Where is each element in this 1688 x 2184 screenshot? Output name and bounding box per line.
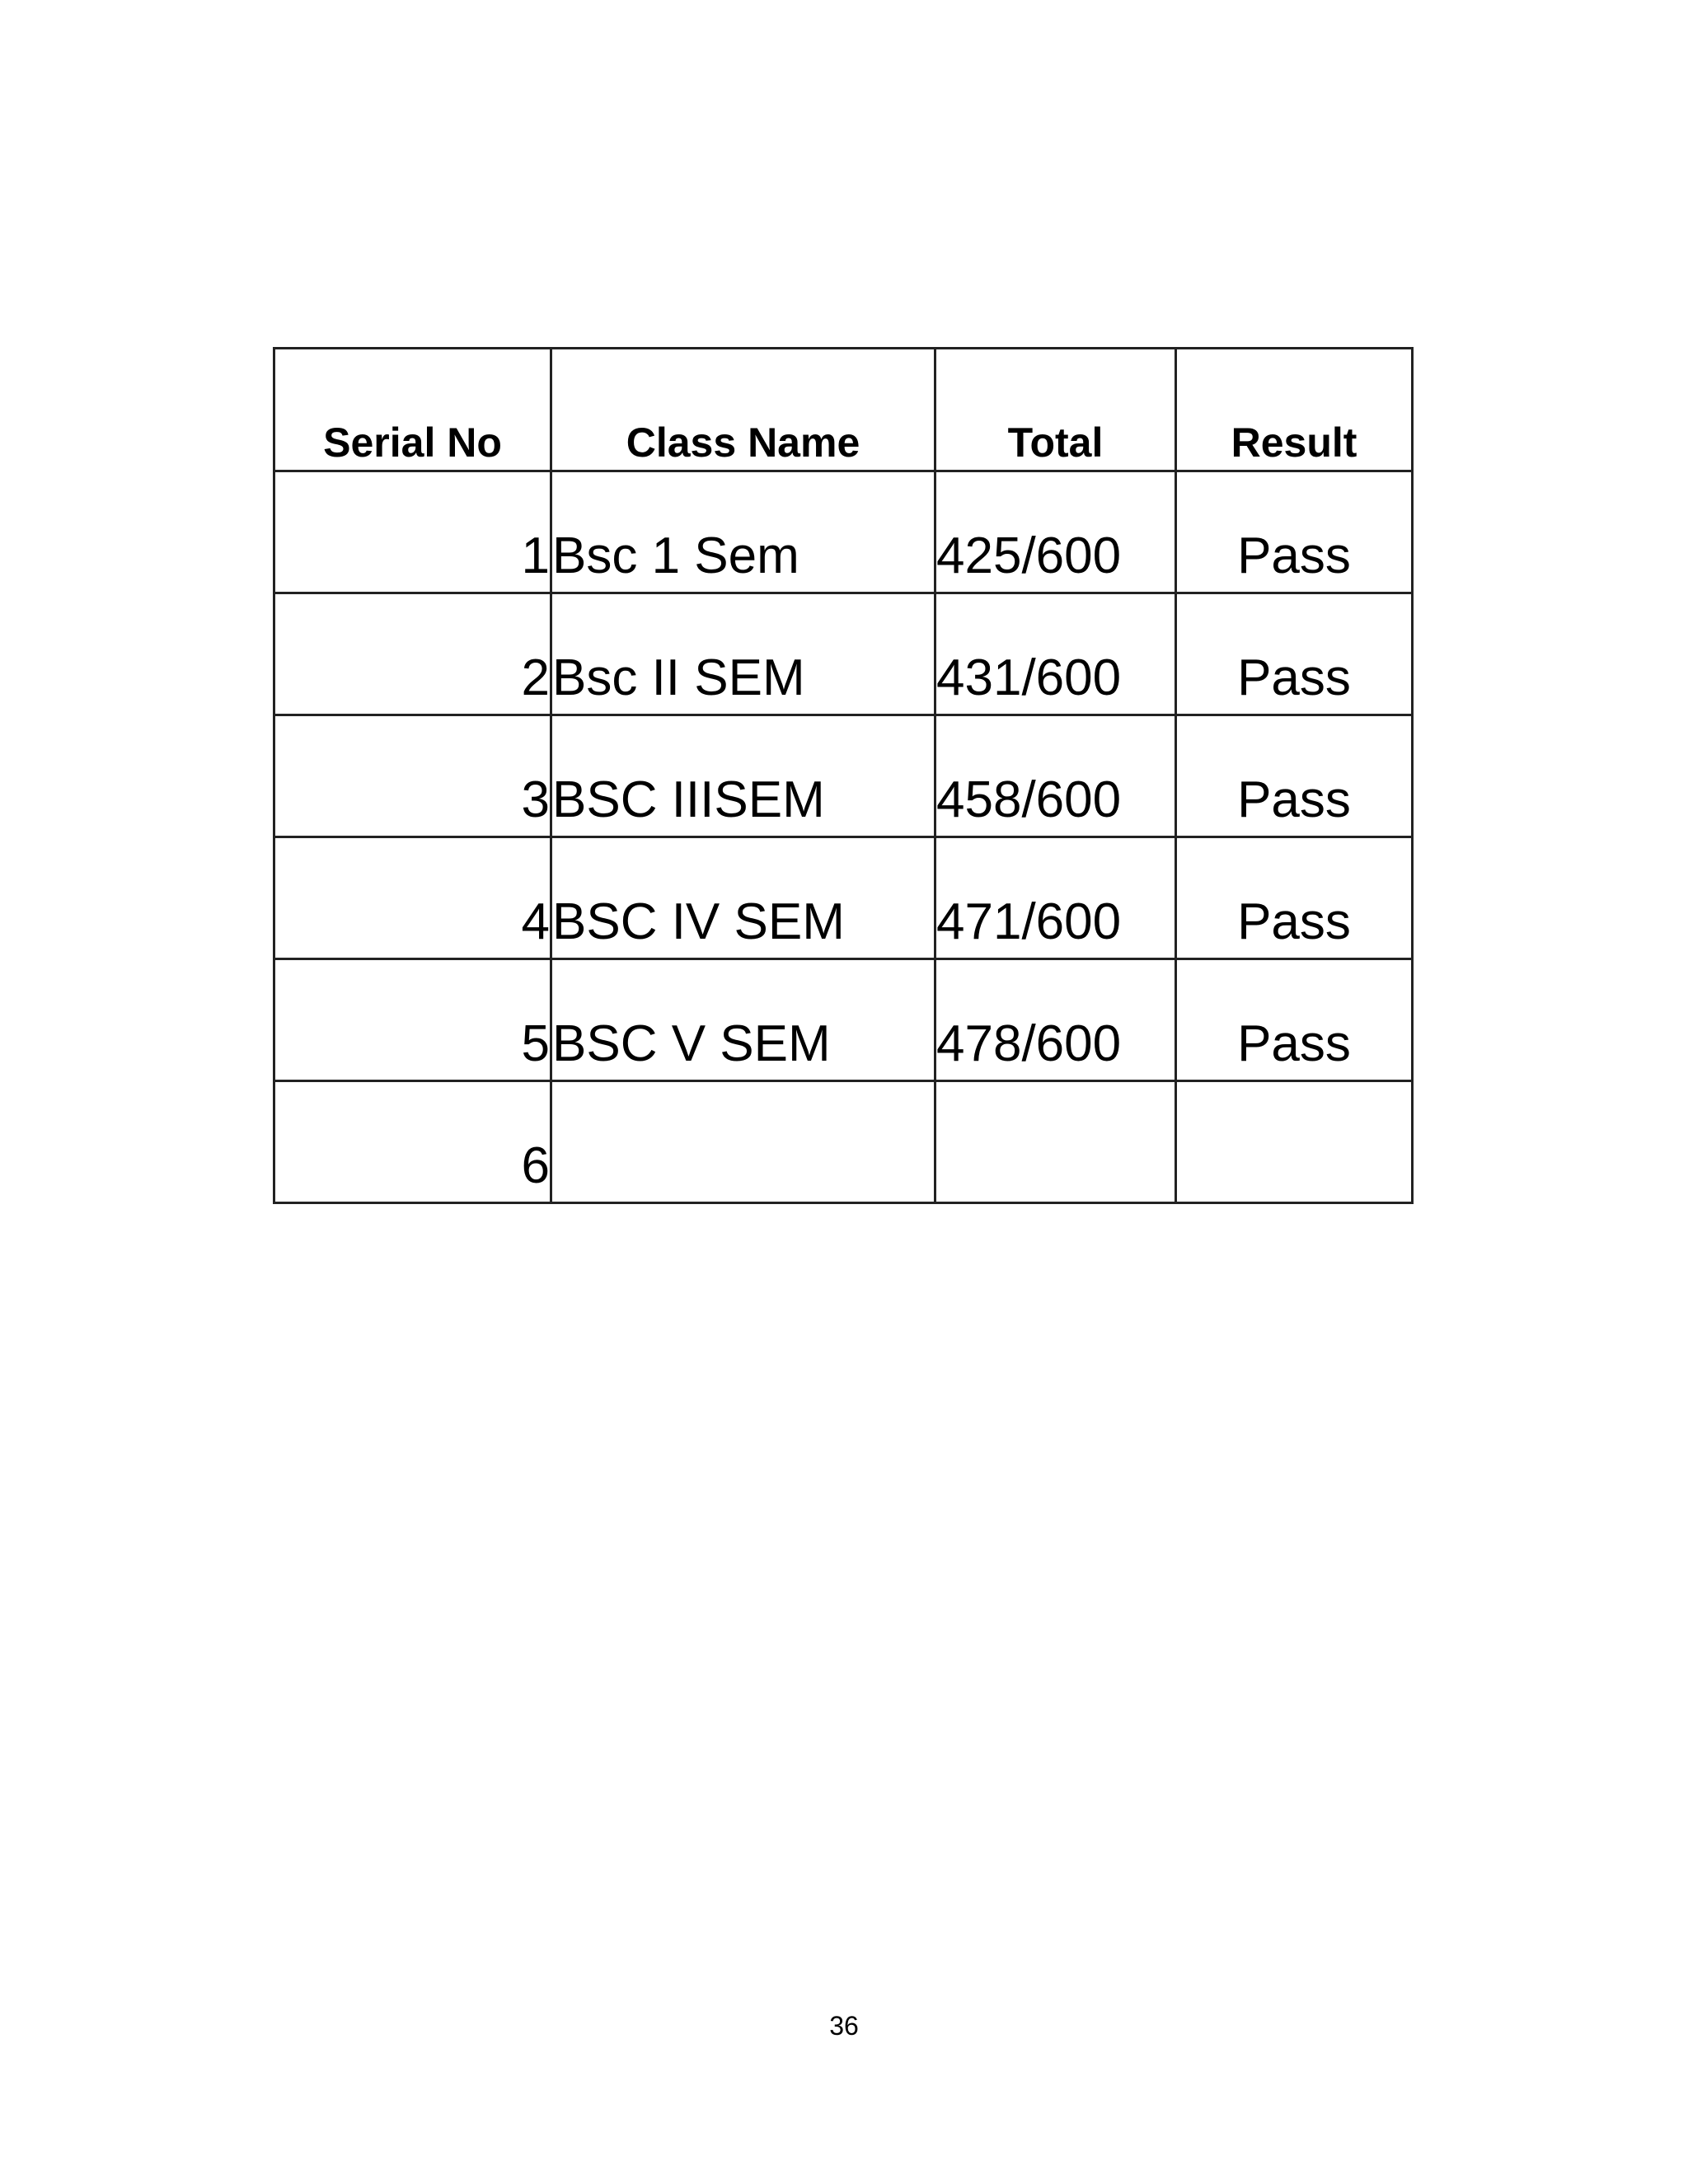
page-number: 36 <box>829 2011 859 2041</box>
table-row <box>274 471 1413 593</box>
cell-serial: 3 <box>274 715 551 837</box>
cell-class-name: Bsc II SEM <box>551 593 935 715</box>
cell-class-name: BSC IV SEM <box>551 837 935 959</box>
cell-total: 471/600 <box>935 837 1176 959</box>
cell-serial: 6 <box>274 1081 551 1203</box>
cell-class-name: BSC IIISEM <box>551 715 935 837</box>
header-serial-no: Serial No <box>274 349 551 471</box>
cell-serial: 2 <box>274 593 551 715</box>
table-row <box>274 837 1413 959</box>
cell-serial: 5 <box>274 959 551 1081</box>
cell-total <box>935 1081 1176 1203</box>
cell-serial: 4 <box>274 837 551 959</box>
cell-class-name <box>551 1081 935 1203</box>
cell-result: Pass <box>1176 959 1413 1081</box>
cell-serial: 1 <box>274 471 551 593</box>
cell-total: 425/600 <box>935 471 1176 593</box>
table-row <box>274 715 1413 837</box>
table-row <box>274 1081 1413 1203</box>
cell-class-name: BSC V SEM <box>551 959 935 1081</box>
cell-result: Pass <box>1176 837 1413 959</box>
table-row <box>274 593 1413 715</box>
header-class-name: Class Name <box>551 349 935 471</box>
cell-result: Pass <box>1176 471 1413 593</box>
header-total: Total <box>935 349 1176 471</box>
cell-total: 431/600 <box>935 593 1176 715</box>
cell-result: Pass <box>1176 715 1413 837</box>
results-table <box>273 347 1414 1204</box>
header-result: Result <box>1176 349 1413 471</box>
cell-result: Pass <box>1176 593 1413 715</box>
cell-total: 478/600 <box>935 959 1176 1081</box>
cell-result <box>1176 1081 1413 1203</box>
cell-total: 458/600 <box>935 715 1176 837</box>
table-row <box>274 959 1413 1081</box>
cell-class-name: Bsc 1 Sem <box>551 471 935 593</box>
table-header-row <box>274 349 1413 471</box>
